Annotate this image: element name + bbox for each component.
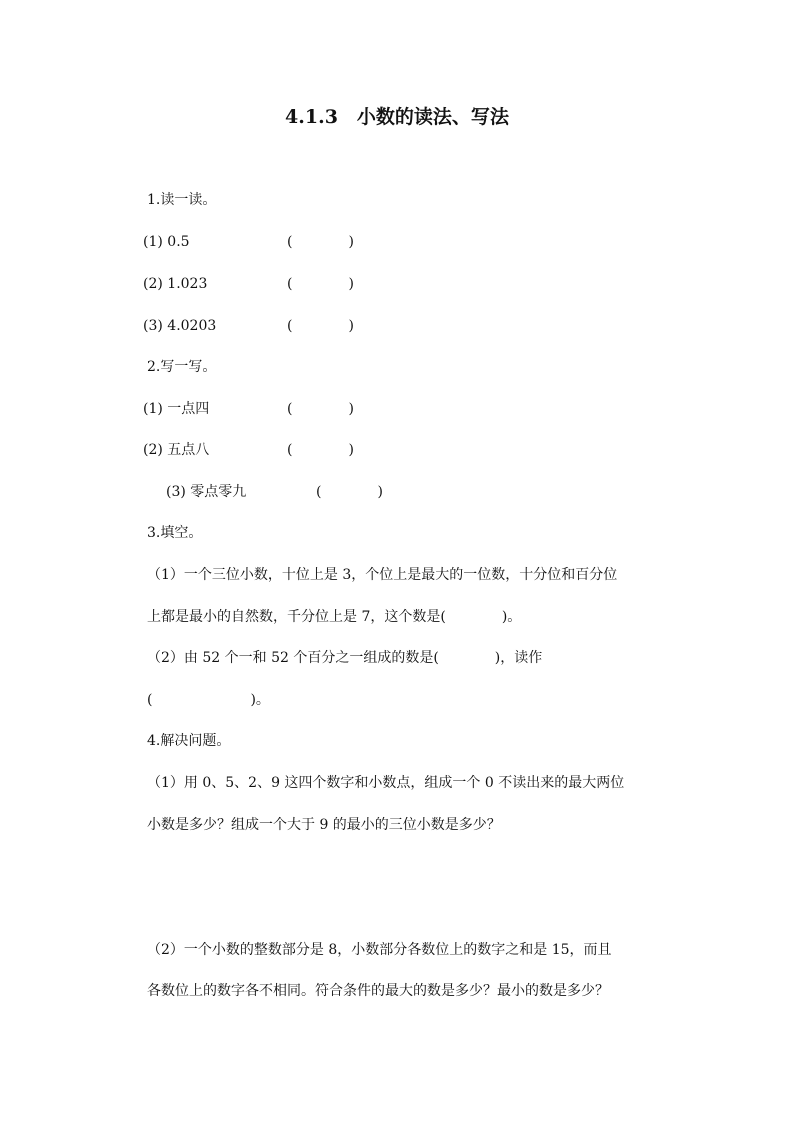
q2-item-2-label: (2) 五点八	[143, 442, 210, 458]
q3-part1-line1: （1）一个三位小数，十位上是 3，个位上是最大的一位数，十分位和百分位	[147, 567, 618, 583]
q1-item-1-label: (1) 0.5	[143, 234, 190, 250]
q2-heading: 2.写一写。	[147, 359, 217, 375]
q4-part1-line2: 小数是多少？组成一个大于 9 的最小的三位小数是多少？	[147, 817, 501, 833]
q2-item-3-blank: ( )	[316, 484, 383, 500]
q4-part2-line2: 各数位上的数字各不相同。符合条件的最大的数是多少？最小的数是多少？	[147, 983, 609, 999]
q2-item-1-label: (1) 一点四	[143, 401, 210, 417]
q2-item-1-blank: ( )	[287, 401, 354, 417]
q1-item-3-blank: ( )	[287, 318, 354, 334]
q1-item-2-label: (2) 1.023	[143, 276, 208, 292]
page-title: 4.1.3 小数的读法、写法	[285, 106, 509, 128]
q1-heading: 1.读一读。	[147, 192, 217, 208]
q1-item-2-blank: ( )	[287, 276, 354, 292]
q4-part1-line1: （1）用 0、5、2、9 这四个数字和小数点，组成一个 0 不读出来的最大两位	[147, 775, 625, 791]
q3-heading: 3.填空。	[147, 525, 203, 541]
q1-item-1-blank: ( )	[287, 234, 354, 250]
q3-part2-line1: （2）由 52 个一和 52 个百分之一组成的数是( )，读作	[147, 650, 543, 666]
q1-item-3-label: (3) 4.0203	[143, 318, 217, 334]
q2-item-3-label: (3) 零点零九	[166, 484, 247, 500]
q3-part2-line2: ( )。	[147, 692, 270, 708]
q2-item-2-blank: ( )	[287, 442, 354, 458]
q4-part2-line1: （2）一个小数的整数部分是 8，小数部分各数位上的数字之和是 15，而且	[147, 942, 612, 958]
q4-heading: 4.解决问题。	[147, 733, 231, 749]
q3-part1-line2: 上都是最小的自然数，千分位上是 7，这个数是( )。	[147, 609, 522, 625]
